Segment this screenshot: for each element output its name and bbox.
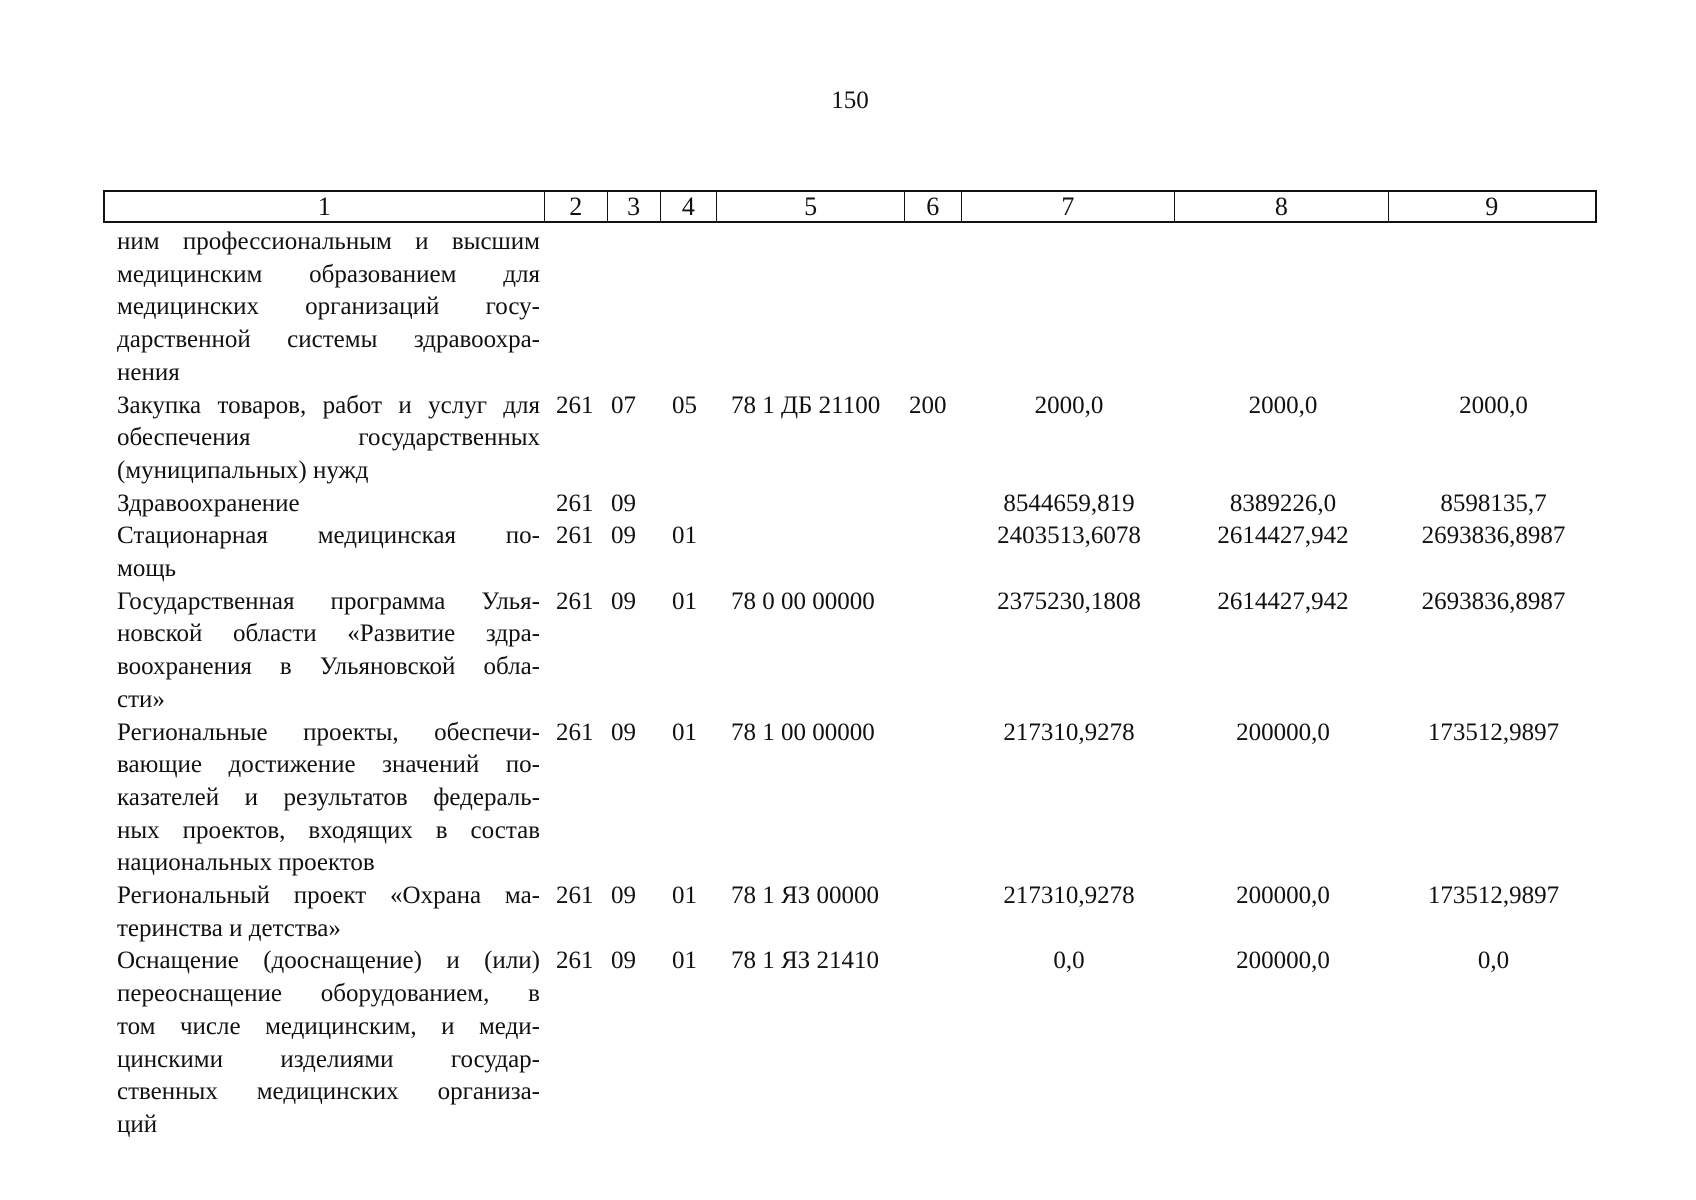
amount-col-7: 2403513,6078 — [997, 522, 1141, 550]
header-col-9: 9 — [1485, 191, 1499, 221]
header-col-8: 8 — [1175, 192, 1388, 221]
amount-col-9: 8598135,7 — [1440, 489, 1547, 517]
subsection-code: 01 — [672, 882, 697, 910]
header-col-2: 2 — [545, 192, 608, 221]
row-name-line: Региональные проекты, обеспечи- — [117, 718, 540, 746]
page-number: 150 — [831, 87, 869, 114]
row-name-line: мощь — [117, 555, 176, 583]
subsection-code: 01 — [672, 947, 697, 975]
table-row — [103, 586, 1597, 717]
header-col-6: 6 — [905, 192, 962, 221]
section-code: 09 — [611, 718, 636, 746]
section-code: 09 — [611, 947, 636, 975]
amount-col-8: 200000,0 — [1236, 947, 1330, 975]
table-row — [103, 717, 1597, 881]
row-name-line: том числе медицинским, и меди- — [117, 1012, 540, 1040]
row-name-line: теринства и детства» — [117, 914, 341, 942]
row-name-line: Оснащение (дооснащение) и (или) — [117, 947, 540, 975]
table-row — [103, 945, 1597, 1141]
budget-code: 261 — [556, 718, 594, 746]
target-article-code: 78 1 ДБ 21100 — [731, 391, 881, 419]
budget-code: 261 — [556, 489, 594, 517]
amount-col-9: 2693836,8987 — [1421, 587, 1566, 615]
section-code: 07 — [611, 391, 636, 419]
row-name — [103, 717, 544, 881]
amount-col-7: 0,0 — [1053, 947, 1085, 975]
amount-col-9: 173512,9897 — [1427, 882, 1560, 910]
amount-col-8: 8389226,0 — [1229, 489, 1337, 517]
row-name-line: переоснащение оборудованием, в — [117, 980, 540, 1008]
table-row — [103, 488, 1597, 521]
row-name-line: (муниципальных) нужд — [117, 456, 369, 484]
row-name-line: ций — [117, 1110, 158, 1138]
subsection-code: 01 — [672, 587, 697, 615]
target-article-code: 78 1 ЯЗ 00000 — [731, 882, 879, 910]
row-name-line: Закупка товаров, работ и услуг для — [117, 391, 540, 419]
row-name-line: новской области «Развитие здра- — [117, 620, 540, 648]
row-name — [103, 586, 544, 717]
row-name — [103, 390, 544, 488]
row-name-line: национальных проектов — [117, 849, 375, 877]
header-col-1: 1 — [105, 192, 545, 221]
amount-col-7: 2000,0 — [1034, 391, 1104, 419]
row-name-line: казателей и результатов федераль- — [117, 783, 540, 811]
row-name — [103, 880, 544, 945]
header-col-5: 5 — [717, 192, 905, 221]
amount-col-7: 8544659,819 — [1003, 489, 1135, 517]
row-name — [103, 520, 544, 585]
section-code: 09 — [611, 882, 636, 910]
row-name-line: цинскими изделиями государ- — [117, 1045, 540, 1073]
amount-col-9: 0,0 — [1477, 947, 1510, 975]
header-col-7: 7 — [962, 192, 1175, 221]
budget-code: 261 — [556, 391, 594, 419]
amount-col-8: 200000,0 — [1236, 882, 1330, 910]
table-row — [103, 520, 1597, 585]
row-name-line: обеспечения государственных — [117, 424, 540, 452]
section-code: 09 — [611, 522, 636, 550]
row-name — [103, 488, 544, 521]
table-row — [103, 390, 1597, 488]
row-name-line: Стационарная медицинская по- — [117, 522, 540, 550]
table-body — [103, 226, 1597, 1142]
row-name-line: Государственная программа Улья- — [117, 587, 540, 615]
row-name-line: дарственной системы здравоохра- — [117, 326, 540, 354]
subsection-code: 01 — [672, 522, 697, 550]
budget-code: 261 — [556, 587, 594, 615]
table-header — [103, 190, 1597, 223]
row-name-line: вающие достижение значений по- — [117, 751, 540, 779]
target-article-code: 78 1 ЯЗ 21410 — [731, 947, 879, 975]
budget-code: 261 — [556, 882, 594, 910]
target-article-code: 78 0 00 00000 — [731, 587, 875, 615]
section-code: 09 — [611, 587, 636, 615]
row-name-line: медицинским образованием для — [117, 260, 540, 288]
table-row — [103, 226, 1597, 390]
row-name — [103, 226, 544, 390]
subsection-code: 01 — [672, 718, 697, 746]
amount-col-8: 2614427,942 — [1217, 587, 1349, 615]
subsection-code: 05 — [672, 391, 697, 419]
amount-col-9: 2693836,8987 — [1421, 522, 1566, 550]
row-name-line: ственных медицинских организа- — [117, 1078, 540, 1106]
amount-col-8: 2614427,942 — [1217, 522, 1349, 550]
row-name-line: Здравоохранение — [117, 489, 300, 517]
row-name-line: Региональный проект «Охрана ма- — [117, 882, 540, 910]
header-col-3: 3 — [608, 192, 661, 221]
table-row — [103, 880, 1597, 945]
expense-type-code: 200 — [909, 391, 947, 419]
amount-col-8: 2000,0 — [1248, 391, 1318, 419]
amount-col-9: 173512,9897 — [1427, 718, 1560, 746]
row-name — [103, 945, 544, 1141]
header-col-4: 4 — [661, 192, 718, 221]
row-name-line: ных проектов, входящих в состав — [117, 816, 540, 844]
amount-col-8: 200000,0 — [1236, 718, 1330, 746]
budget-code: 261 — [556, 522, 594, 550]
row-name-line: воохранения в Ульяновской обла- — [117, 653, 540, 681]
amount-col-7: 217310,9278 — [1003, 882, 1135, 910]
row-name-line: нения — [117, 358, 180, 386]
amount-col-7: 2375230,1808 — [997, 587, 1141, 615]
target-article-code: 78 1 00 00000 — [731, 718, 875, 746]
budget-code: 261 — [556, 947, 594, 975]
section-code: 09 — [611, 489, 636, 517]
amount-col-9: 2000,0 — [1459, 391, 1528, 419]
amount-col-7: 217310,9278 — [1003, 718, 1135, 746]
row-name-line: медицинских организаций госу- — [117, 293, 540, 321]
row-name-line: ним профессиональным и высшим — [117, 228, 540, 255]
row-name-line: сти» — [117, 685, 165, 713]
